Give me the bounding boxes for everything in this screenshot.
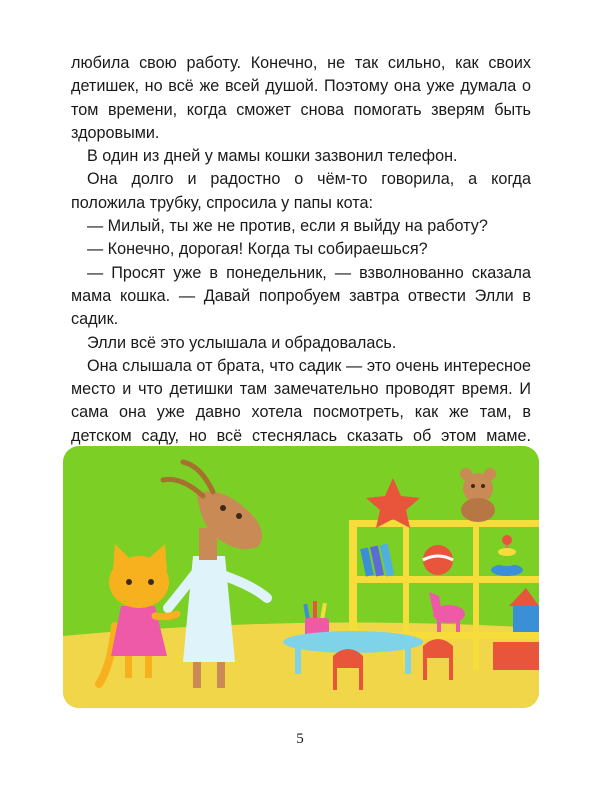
paragraph-8: Она слышала от брата, что садик — это очень интересное место и что детишки там замечательно проводят время. И сама она уже давно хотела посмотреть, как же там, в детском саду, но всё стеснялась сказать об этом маме. <box>71 356 531 445</box>
paragraph-1: любила свою работу. Конечно, не так сильно, как своих детишек, но всё же всей душой. Поэтому она уже думала о том времени, когда сможет снова помогать зверям быть здоровыми. <box>71 54 531 142</box>
paragraph-3: Она долго и радостно о чём-то говорила, а когда положила трубку, спросила у папы кота: <box>71 170 531 212</box>
page-number: 5 <box>296 731 304 747</box>
teddy-bear <box>460 468 496 522</box>
kindergarten-illustration <box>63 446 539 708</box>
paragraph-7: Элли всё это услышала и обрадовалась. <box>87 333 397 352</box>
paragraph-6: — Просят уже в понедельник, — взволнованно сказала мама кошка. — Давай попробуем завтра отвести Элли в садик. <box>71 263 531 329</box>
ball <box>423 545 453 575</box>
illustration-svg <box>63 446 539 708</box>
paragraph-2: В один из дней у мамы кошки зазвонил телефон. <box>87 147 458 166</box>
paragraph-4: — Милый, ты же не против, если я выйду на работу? <box>87 217 488 236</box>
paragraph-5: — Конечно, дорогая! Когда ты собираешься? <box>87 240 428 259</box>
